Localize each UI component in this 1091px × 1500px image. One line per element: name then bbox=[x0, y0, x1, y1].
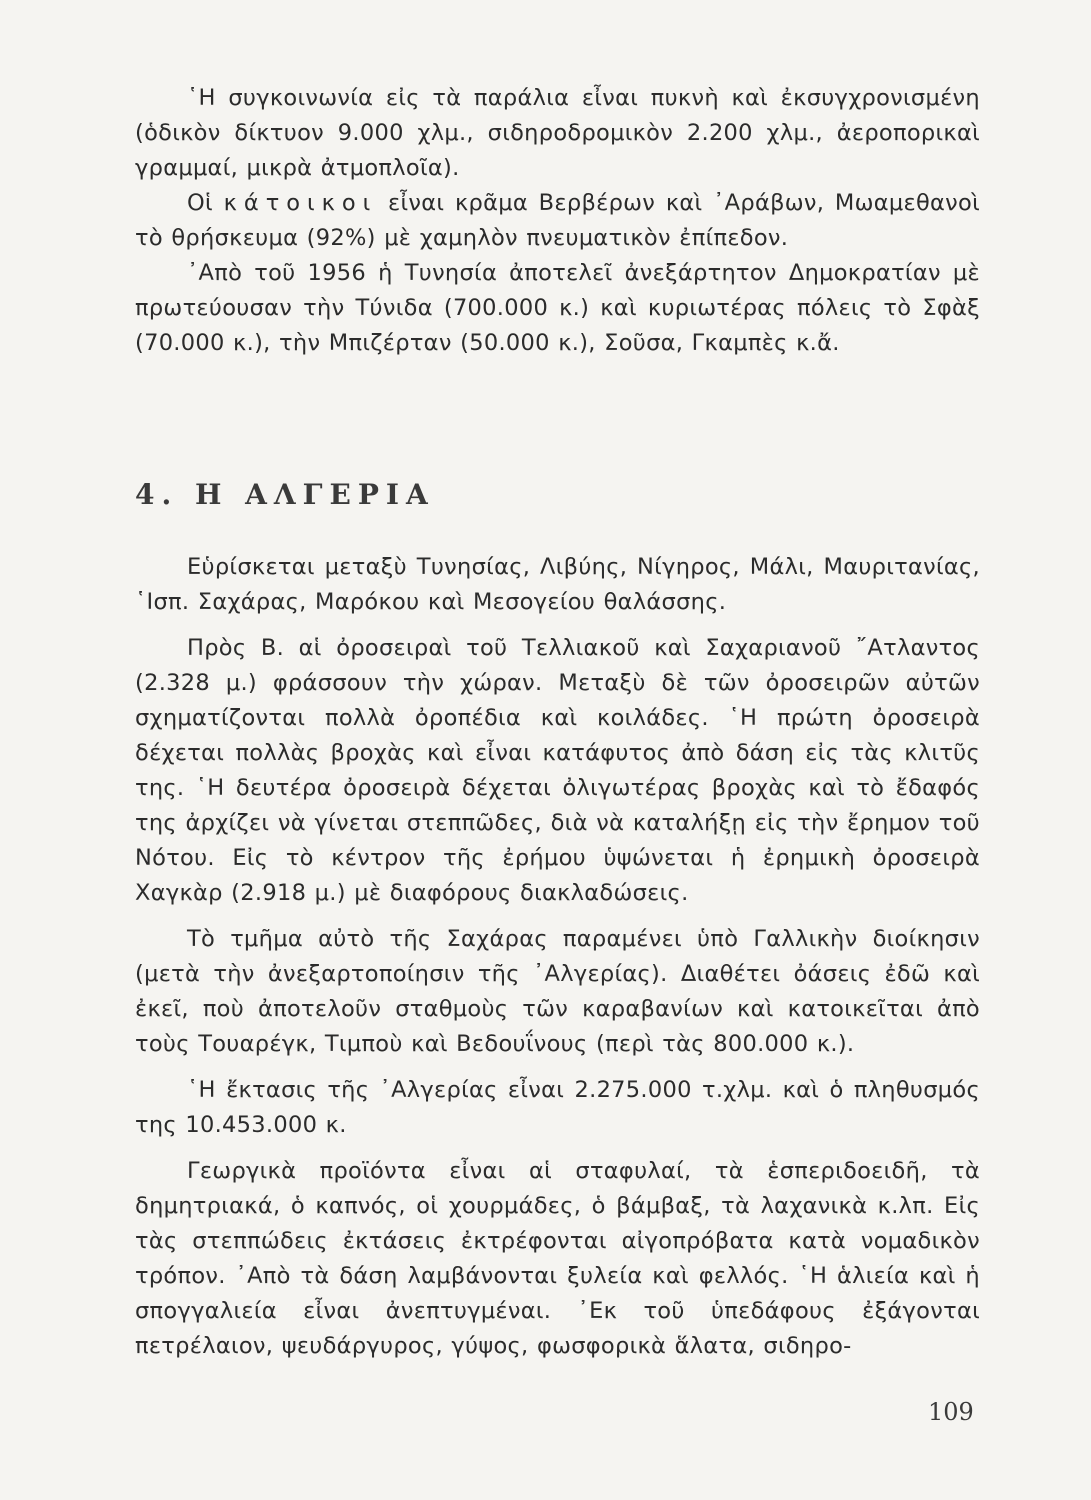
area-population-paragraph: ῾Η ἔκτασις τῆς ᾿Αλγερίας εἶναι 2.275.000 τ.χλμ. καὶ ὁ πληθυσμός της 10.453.000 κ. bbox=[135, 1077, 980, 1138]
inhabitants-paragraph bbox=[135, 186, 980, 256]
location-paragraph: Εὑρίσκεται μεταξὺ Τυνησίας, Λιβύης, Νίγηρος, Μάλι, Μαυριτανίας, ῾Ισπ. Σαχάρας, Μαρόκου καὶ Μεσογείου θαλάσσης. bbox=[135, 554, 980, 615]
inhabitants-rest: εἶναι κρᾶμα Βερβέρων καὶ ᾿Αράβων, Μωαμεθανοὶ τὸ θρήσκευμα (92%) μὲ χαμηλὸν πνευματικὸν ἐπίπεδον. bbox=[135, 190, 980, 251]
republic-paragraph: ᾿Απὸ τοῦ 1956 ἡ Τυνησία ἀποτελεῖ ἀνεξάρτητον Δημοκρατίαν μὲ πρωτεύουσαν τὴν Τύνιδα (700.000 κ.) καὶ κυριωτέρας πόλεις τὸ Σφὰξ (70.000 κ.), τὴν Μπιζέρταν (50.000 κ.), Σοῦσα, Γκαμπὲς κ.ἄ. bbox=[135, 260, 980, 356]
agriculture-paragraph: Γεωργικὰ προϊόντα εἶναι αἱ σταφυλαί, τὰ ἑσπεριδοειδῆ, τὰ δημητριακά, ὁ καπνός, οἱ χουρμάδες, ὁ βάμβαξ, τὰ λαχανικὰ κ.λπ. Εἰς τὰς στεππώδεις ἐκτάσεις ἐκτρέφονται αἰγοπρόβατα κατὰ νομαδικὸν τρόπον. ᾿Απὸ τὰ δάση λαμβάνονται ξυλεία καὶ φελλός. ῾Η ἁλιεία καὶ ἡ σπογγαλιεία εἶναι ἀνεπτυγμέναι. ᾿Εκ τοῦ ὑπεδάφους ἐξάγονται πετρέλαιον, ψευδάργυρος, γύψος, φωσφορικὰ ἅλατα, σιδηρο- bbox=[135, 1158, 980, 1359]
inhabitants-spaced-word: κάτοικοι bbox=[223, 190, 378, 216]
algeria-text-block bbox=[135, 550, 980, 1364]
inhabitants-prefix: Οἱ bbox=[187, 190, 213, 216]
section-heading: 4. Η ΑΛΓΕΡΙΑ bbox=[135, 478, 435, 511]
mountains-paragraph: Πρὸς Β. αἱ ὀροσειραὶ τοῦ Τελλιακοῦ καὶ Σαχαριανοῦ ῎Ατλαντος (2.328 μ.) φράσσουν τὴν χώραν. Μεταξὺ δὲ τῶν ὀροσειρῶν αὐτῶν σχηματίζονται πολλὰ ὀροπέδια καὶ κοιλάδες. ῾Η πρώτη ὀροσειρὰ δέχεται πολλὰς βροχὰς καὶ εἶναι κατάφυτος ἀπὸ δάση εἰς τὰς κλιτῦς της. ῾Η δευτέρα ὀροσειρὰ δέχεται ὀλιγωτέρας βροχὰς καὶ τὸ ἔδαφός της ἀρχίζει νὰ γίνεται στεππῶδες, διὰ νὰ καταλήξῃ εἰς τὴν ἔρημον τοῦ Νότου. Εἰς τὸ κέντρον τῆς ἐρήμου ὑψώνεται ἡ ἐρημικὴ ὀροσειρὰ Χαγκὰρ (2.918 μ.) μὲ διαφόρους διακλαδώσεις. bbox=[135, 635, 980, 906]
transport-paragraph: ῾Η συγκοινωνία εἰς τὰ παράλια εἶναι πυκνὴ καὶ ἐκσυγχρονισμένη (ὁδικὸν δίκτυον 9.000 χλμ., σιδηροδρομικὸν 2.200 χλμ., ἀεροπορικαὶ γραμμαί, μικρὰ ἀτμοπλοῖα). bbox=[135, 85, 980, 181]
page-number: 109 bbox=[928, 1398, 974, 1426]
tunisia-text-block bbox=[135, 81, 980, 361]
sahara-paragraph: Τὸ τμῆμα αὐτὸ τῆς Σαχάρας παραμένει ὑπὸ Γαλλικὴν διοίκησιν (μετὰ τὴν ἀνεξαρτοποίησιν τῆς ᾿Αλγερίας). Διαθέτει ὀάσεις ἐδῶ καὶ ἐκεῖ, ποὺ ἀποτελοῦν σταθμοὺς τῶν καραβανίων καὶ κατοικεῖται ἀπὸ τοὺς Τουαρέγκ, Τιμποὺ καὶ Βεδουΐνους (περὶ τὰς 800.000 κ.). bbox=[135, 926, 980, 1057]
